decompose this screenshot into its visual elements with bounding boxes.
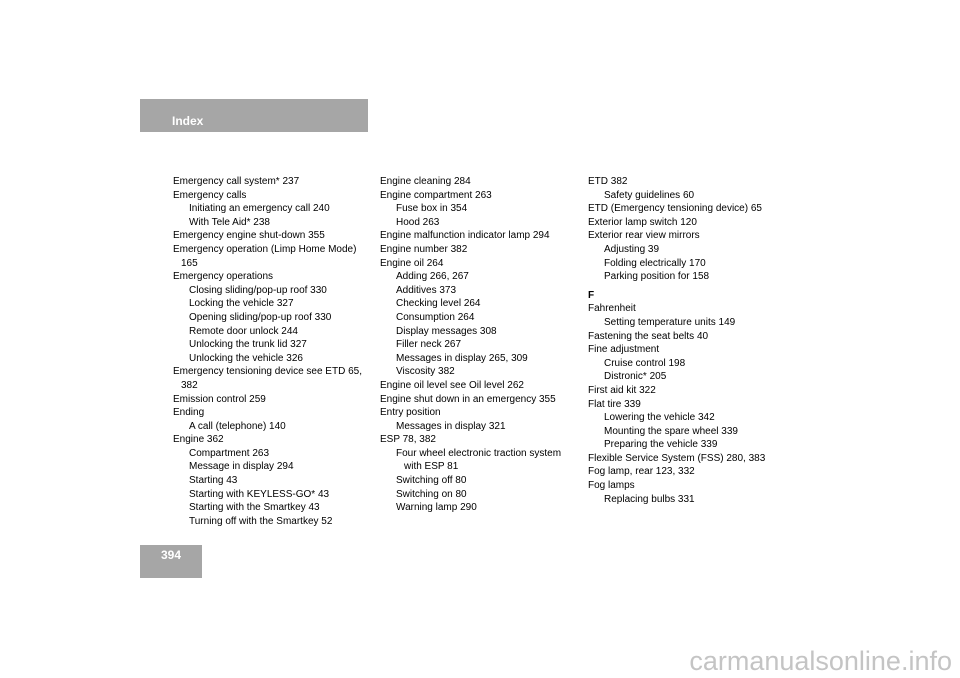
index-entry: Emergency engine shut-down 355 (173, 230, 325, 242)
index-entry: First aid kit 322 (588, 384, 656, 396)
index-entry: Emergency calls (173, 189, 247, 201)
watermark-text: carmanualsonline.info (689, 646, 952, 676)
index-subentry: Folding electrically 170 (604, 257, 706, 269)
index-subentry: Starting with the Smartkey 43 (189, 502, 320, 514)
index-entry: Engine malfunction indicator lamp 294 (380, 230, 550, 242)
section-title: Index (172, 114, 204, 128)
page-number-box (140, 545, 202, 578)
index-subentry: Hood 263 (396, 216, 440, 228)
index-subentry: Display messages 308 (396, 325, 497, 337)
index-subentry: Unlocking the vehicle 326 (189, 352, 303, 364)
index-entry: Fog lamp, rear 123, 332 (588, 466, 695, 478)
index-entry: Engine compartment 263 (380, 189, 492, 201)
index-entry: Ending (173, 407, 205, 419)
index-subentry: Cruise control 198 (604, 357, 686, 369)
index-subentry: Compartment 263 (189, 447, 270, 459)
index-entry: ETD 382 (588, 176, 628, 187)
index-subentry: Turning off with the Smartkey 52 (189, 515, 333, 527)
index-subentry: Closing sliding/pop-up roof 330 (189, 284, 327, 296)
index-entry: Engine oil level see Oil level 262 (380, 379, 524, 391)
index-subentry: Message in display 294 (189, 461, 294, 473)
index-subentry: Viscosity 382 (396, 366, 455, 378)
index-subentry: Setting temperature units 149 (604, 316, 736, 328)
index-subentry: With Tele Aid* 238 (189, 216, 270, 228)
index-entry: Engine cleaning 284 (380, 176, 471, 187)
index-subentry: Four wheel electronic traction system (396, 447, 562, 459)
section-header-bar (140, 99, 368, 132)
index-entry: Engine 362 (173, 434, 224, 446)
index-entry: 382 (181, 379, 198, 391)
index-entry: Exterior rear view mirrors (588, 230, 700, 242)
index-column-1 (173, 175, 373, 528)
index-entry: Fog lamps (588, 480, 635, 492)
index-entry: Flat tire 339 (588, 398, 641, 410)
index-subentry: Replacing bulbs 331 (604, 493, 695, 505)
index-subentry: Consumption 264 (396, 311, 475, 323)
index-entry: Exterior lamp switch 120 (588, 216, 697, 228)
index-subentry: Checking level 264 (396, 298, 481, 310)
index-entry: Emergency operations (173, 271, 274, 283)
index-subentry: A call (telephone) 140 (189, 420, 286, 432)
index-subentry: Unlocking the trunk lid 327 (189, 339, 307, 351)
index-subentry: Distronic* 205 (604, 371, 667, 383)
index-entry: Entry position (380, 407, 441, 419)
index-subentry: Switching on 80 (396, 488, 467, 500)
index-entry: Fahrenheit (588, 303, 636, 315)
page-number: 394 (160, 548, 182, 562)
index-entry: Emergency call system* 237 (173, 176, 300, 187)
index-subentry: Preparing the vehicle 339 (604, 439, 718, 451)
index-subentry: Initiating an emergency call 240 (189, 203, 330, 215)
index-subentry: Fuse box in 354 (396, 203, 468, 215)
index-subentry: with ESP 81 (404, 461, 459, 473)
index-subentry: Filler neck 267 (396, 339, 462, 351)
index-subentry: Additives 373 (396, 284, 457, 296)
index-entry: Fastening the seat belts 40 (588, 330, 709, 342)
index-subentry: Messages in display 265, 309 (396, 352, 528, 364)
index-entry: Engine oil 264 (380, 257, 444, 269)
index-entry: Fine adjustment (588, 344, 660, 356)
index-entry: Emergency operation (Limp Home Mode) (173, 243, 357, 255)
index-subentry: Messages in display 321 (396, 420, 506, 432)
index-entry: Emergency tensioning device see ETD 65, (173, 366, 362, 378)
index-subentry: Adjusting 39 (604, 243, 660, 255)
index-subentry: Opening sliding/pop-up roof 330 (189, 311, 332, 323)
index-letter-heading: F (588, 289, 595, 301)
index-subentry: Adding 266, 267 (396, 271, 469, 283)
index-subentry: Safety guidelines 60 (604, 189, 695, 201)
index-subentry: Remote door unlock 244 (189, 325, 298, 337)
index-subentry: Parking position for 158 (604, 271, 710, 283)
index-column-2 (380, 175, 580, 515)
index-subentry: Starting 43 (189, 475, 238, 487)
index-subentry: Locking the vehicle 327 (189, 298, 294, 310)
index-column-3 (588, 175, 788, 506)
index-entry: Flexible Service System (FSS) 280, 383 (588, 452, 766, 464)
index-entry: Emission control 259 (173, 393, 266, 405)
index-subentry: Lowering the vehicle 342 (604, 412, 715, 424)
index-subentry: Switching off 80 (396, 475, 467, 487)
index-entry: 165 (181, 257, 198, 269)
index-subentry: Mounting the spare wheel 339 (604, 425, 738, 437)
index-entry: Engine shut down in an emergency 355 (380, 393, 556, 405)
index-entry: ESP 78, 382 (380, 434, 436, 446)
index-entry: ETD (Emergency tensioning device) 65 (588, 203, 762, 215)
index-entry: Engine number 382 (380, 243, 468, 255)
index-subentry: Warning lamp 290 (396, 502, 477, 514)
index-subentry: Starting with KEYLESS-GO* 43 (189, 488, 330, 500)
